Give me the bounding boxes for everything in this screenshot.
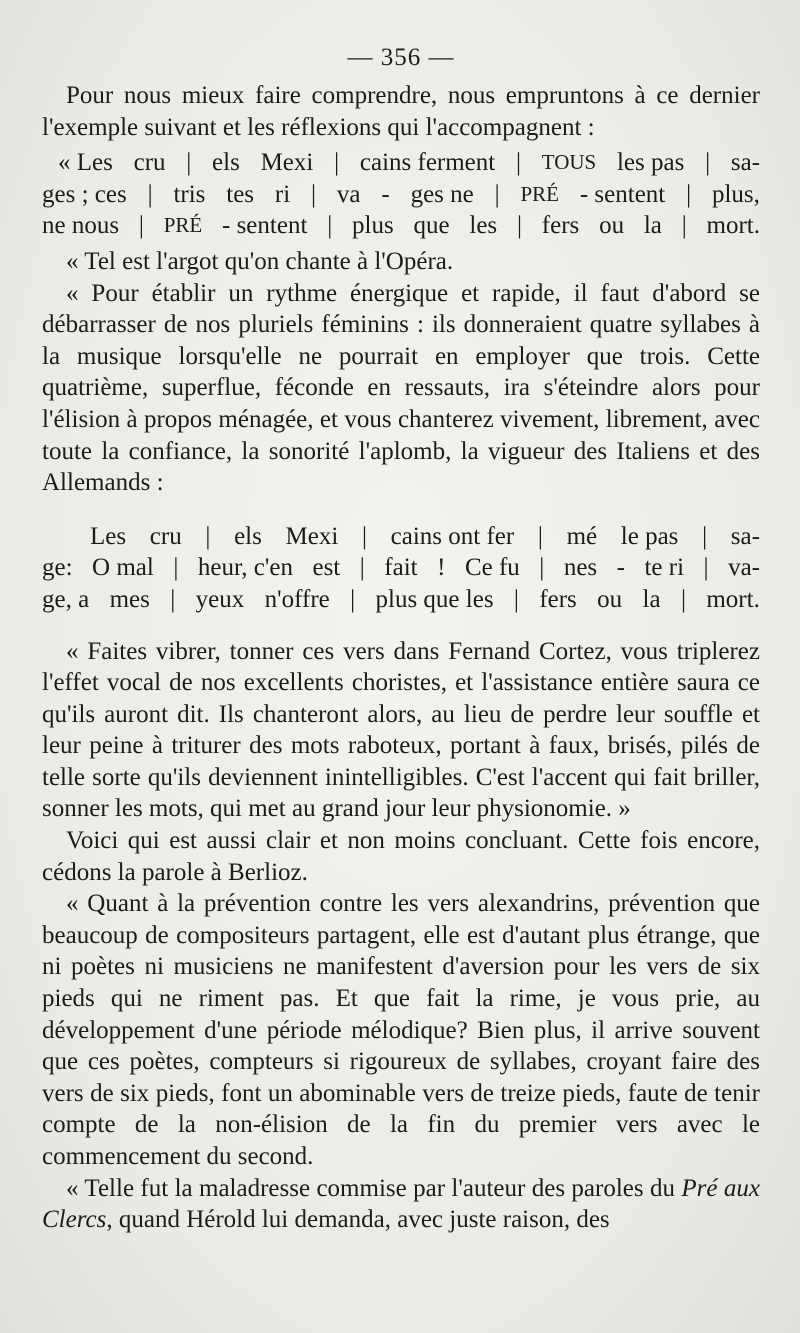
verse-syllable: est [312, 554, 341, 582]
verse-syllable: - [616, 554, 625, 582]
verse-syllable: ! [437, 554, 446, 582]
verse-syllable: va [336, 180, 361, 208]
verse-syllable: cains ferment [359, 149, 496, 177]
verse-2-line-2 [42, 552, 760, 584]
verse-syllable: sa- [730, 522, 760, 550]
verse-syllable: O mal [92, 554, 154, 582]
verse-syllable: tes [226, 180, 255, 208]
verse-syllable: mes [109, 585, 150, 613]
text-run: « Telle fut la maladresse commise par l'auteur des paroles du [66, 1174, 682, 1202]
verse-scansion-2 [42, 521, 760, 616]
verse-2-line-1 [42, 521, 760, 553]
verse-syllable: le pas [620, 522, 679, 550]
syllable-bar: | [705, 149, 711, 177]
text-run: , quand Hérold lui demanda, avec juste raison, des [106, 1206, 610, 1234]
verse-syllable: heur, c'en [197, 554, 293, 582]
syllable-bar: | [537, 522, 543, 550]
syllable-bar: | [681, 212, 687, 240]
verse-1-line-1 [42, 147, 760, 179]
verse-syllable: fers [541, 212, 580, 240]
paragraph-intro: Pour nous mieux faire comprendre, nous empruntons à ce dernier l'exemple suivant et les réflexions qui l'accompagnent : [42, 82, 760, 141]
syllable-bar: | [516, 212, 522, 240]
syllable-bar: | [703, 554, 709, 582]
verse-syllable: ges ; ces [42, 180, 127, 208]
paragraph-alexandrins: « Quant à la prévention contre les vers alexandrins, prévention que beaucoup de compositeurs partagent, elle est d'autant plus étrange, que ni poètes ni musiciens ne manifestent d'aversion pour les vers de six pieds qui ne riment pas. Et que fait la rime, je vous prie, au développement d'une période mélodique? Bien plus, il arrive souvent que ces poètes, compteurs si rigoureux de syllabes, croyant faire des vers de six pieds, font un abominable vers de treize pieds, faute de tenir compte de la non-élision de la fin du premier vers avec le commencement du second. [42, 890, 760, 1170]
verse-syllable: plus, [711, 180, 760, 208]
verse-syllable: « Les [58, 149, 113, 177]
verse-syllable: la [643, 212, 662, 240]
syllable-bar: | [702, 522, 708, 550]
verse-syllable: cru [133, 149, 166, 177]
syllable-bar: | [173, 554, 179, 582]
syllable-bar: | [205, 522, 211, 550]
page-number: — 356 — [347, 44, 455, 71]
verse-2-line-3 [42, 584, 760, 616]
verse-syllable: TOUS [541, 150, 597, 175]
paragraph-fernand-cortez: « Faites vibrer, tonner ces vers dans Fernand Cortez, vous triplerez l'effet vocal de nos excellents choristes, et l'assistance entière saura ce qu'ils auront dit. Ils chanteront alors, au lieu de perdre leur souffle et leur peine à triturer des mots raboteux, portant à faux, brisés, pilés de telle sorte qu'ils deviennent inintelligibles. C'est l'accent qui fait briller, sonner les mots, qui met au grand jour leur physionomie. » [42, 637, 760, 823]
verse-syllable: - sentent [222, 212, 308, 240]
verse-syllable: cains ont fer [390, 522, 515, 550]
verse-syllable: te ri [644, 554, 685, 582]
verse-syllable: els [234, 522, 262, 550]
verse-1-line-2 [42, 179, 760, 211]
verse-syllable: plus que les [375, 585, 494, 613]
verse-syllable: les pas [616, 149, 685, 177]
syllable-bar: | [361, 522, 367, 550]
work-title: Pré aux Clercs [42, 1174, 760, 1234]
verse-1-line-3 [42, 210, 760, 242]
verse-syllable: ri [274, 180, 291, 208]
syllable-bar: | [539, 554, 545, 582]
syllable-bar: | [680, 585, 686, 613]
syllable-bar: | [513, 585, 519, 613]
verse-syllable: - [381, 180, 390, 208]
verse-syllable: ge: [42, 554, 73, 582]
paragraph-berlioz-intro: Voici qui est aussi clair et non moins concluant. Cette fois encore, cédons la parole à Berlioz. [42, 827, 760, 886]
verse-syllable: PRÉ [520, 181, 559, 206]
syllable-bar: | [138, 212, 144, 240]
syllable-bar: | [311, 180, 317, 208]
verse-syllable: mort. [706, 212, 760, 240]
verse-syllable: Les [90, 522, 127, 550]
verse-syllable: yeux [195, 585, 245, 613]
verse-syllable: Mexi [260, 149, 314, 177]
syllable-bar: | [186, 149, 192, 177]
syllable-bar: | [350, 585, 356, 613]
syllable-bar: | [686, 180, 692, 208]
syllable-bar: | [359, 554, 365, 582]
verse-syllable: ne nous [42, 212, 120, 240]
verse-syllable: - sentent [579, 180, 666, 208]
syllable-bar: | [327, 212, 333, 240]
paragraph-rhythm: « Pour établir un rythme énergique et rapide, il faut d'abord se débarrasser de nos pluriels féminins : ils donneraient quatre syllabes à la musique lorsqu'elle ne pourrait en employer que trois. Cette quatrième, superflue, féconde en ressauts, ira s'éteindre alors pour l'élision à propos ménagée, et vous chanterez vivement, librement, avec toute la confiance, la sonorité l'aplomb, la vigueur des Italiens et des Allemands : [42, 279, 760, 497]
verse-syllable: fers [539, 585, 577, 613]
paragraph-opera-argot: « Tel est l'argot qu'on chante à l'Opéra. [66, 247, 454, 275]
verse-syllable: n'offre [264, 585, 330, 613]
verse-syllable: ges ne [410, 180, 474, 208]
syllable-bar: | [494, 180, 500, 208]
verse-syllable: fait [384, 554, 418, 582]
verse-syllable: Ce fu [464, 554, 520, 582]
verse-scansion-1 [42, 147, 760, 242]
verse-syllable: Mexi [285, 522, 339, 550]
verse-syllable: que [413, 212, 450, 240]
verse-syllable: mort. [706, 585, 760, 613]
verse-syllable: ge, a [42, 585, 90, 613]
paragraph-pre-aux-clercs [42, 1173, 760, 1236]
verse-syllable: va- [728, 554, 760, 582]
syllable-bar: | [334, 149, 340, 177]
verse-syllable: cru [149, 522, 182, 550]
verse-syllable: tris [173, 180, 206, 208]
verse-syllable: la [642, 585, 661, 613]
syllable-bar: | [147, 180, 153, 208]
syllable-bar: | [170, 585, 176, 613]
verse-syllable: els [212, 149, 240, 177]
syllable-bar: | [515, 149, 521, 177]
verse-syllable: ou [597, 585, 623, 613]
verse-syllable: PRÉ [163, 213, 203, 238]
verse-syllable: les [469, 212, 498, 240]
verse-syllable: plus [352, 212, 394, 240]
verse-syllable: mé [566, 522, 598, 550]
verse-syllable: sa- [730, 149, 760, 177]
verse-syllable: nes [563, 554, 598, 582]
verse-syllable: ou [599, 212, 625, 240]
